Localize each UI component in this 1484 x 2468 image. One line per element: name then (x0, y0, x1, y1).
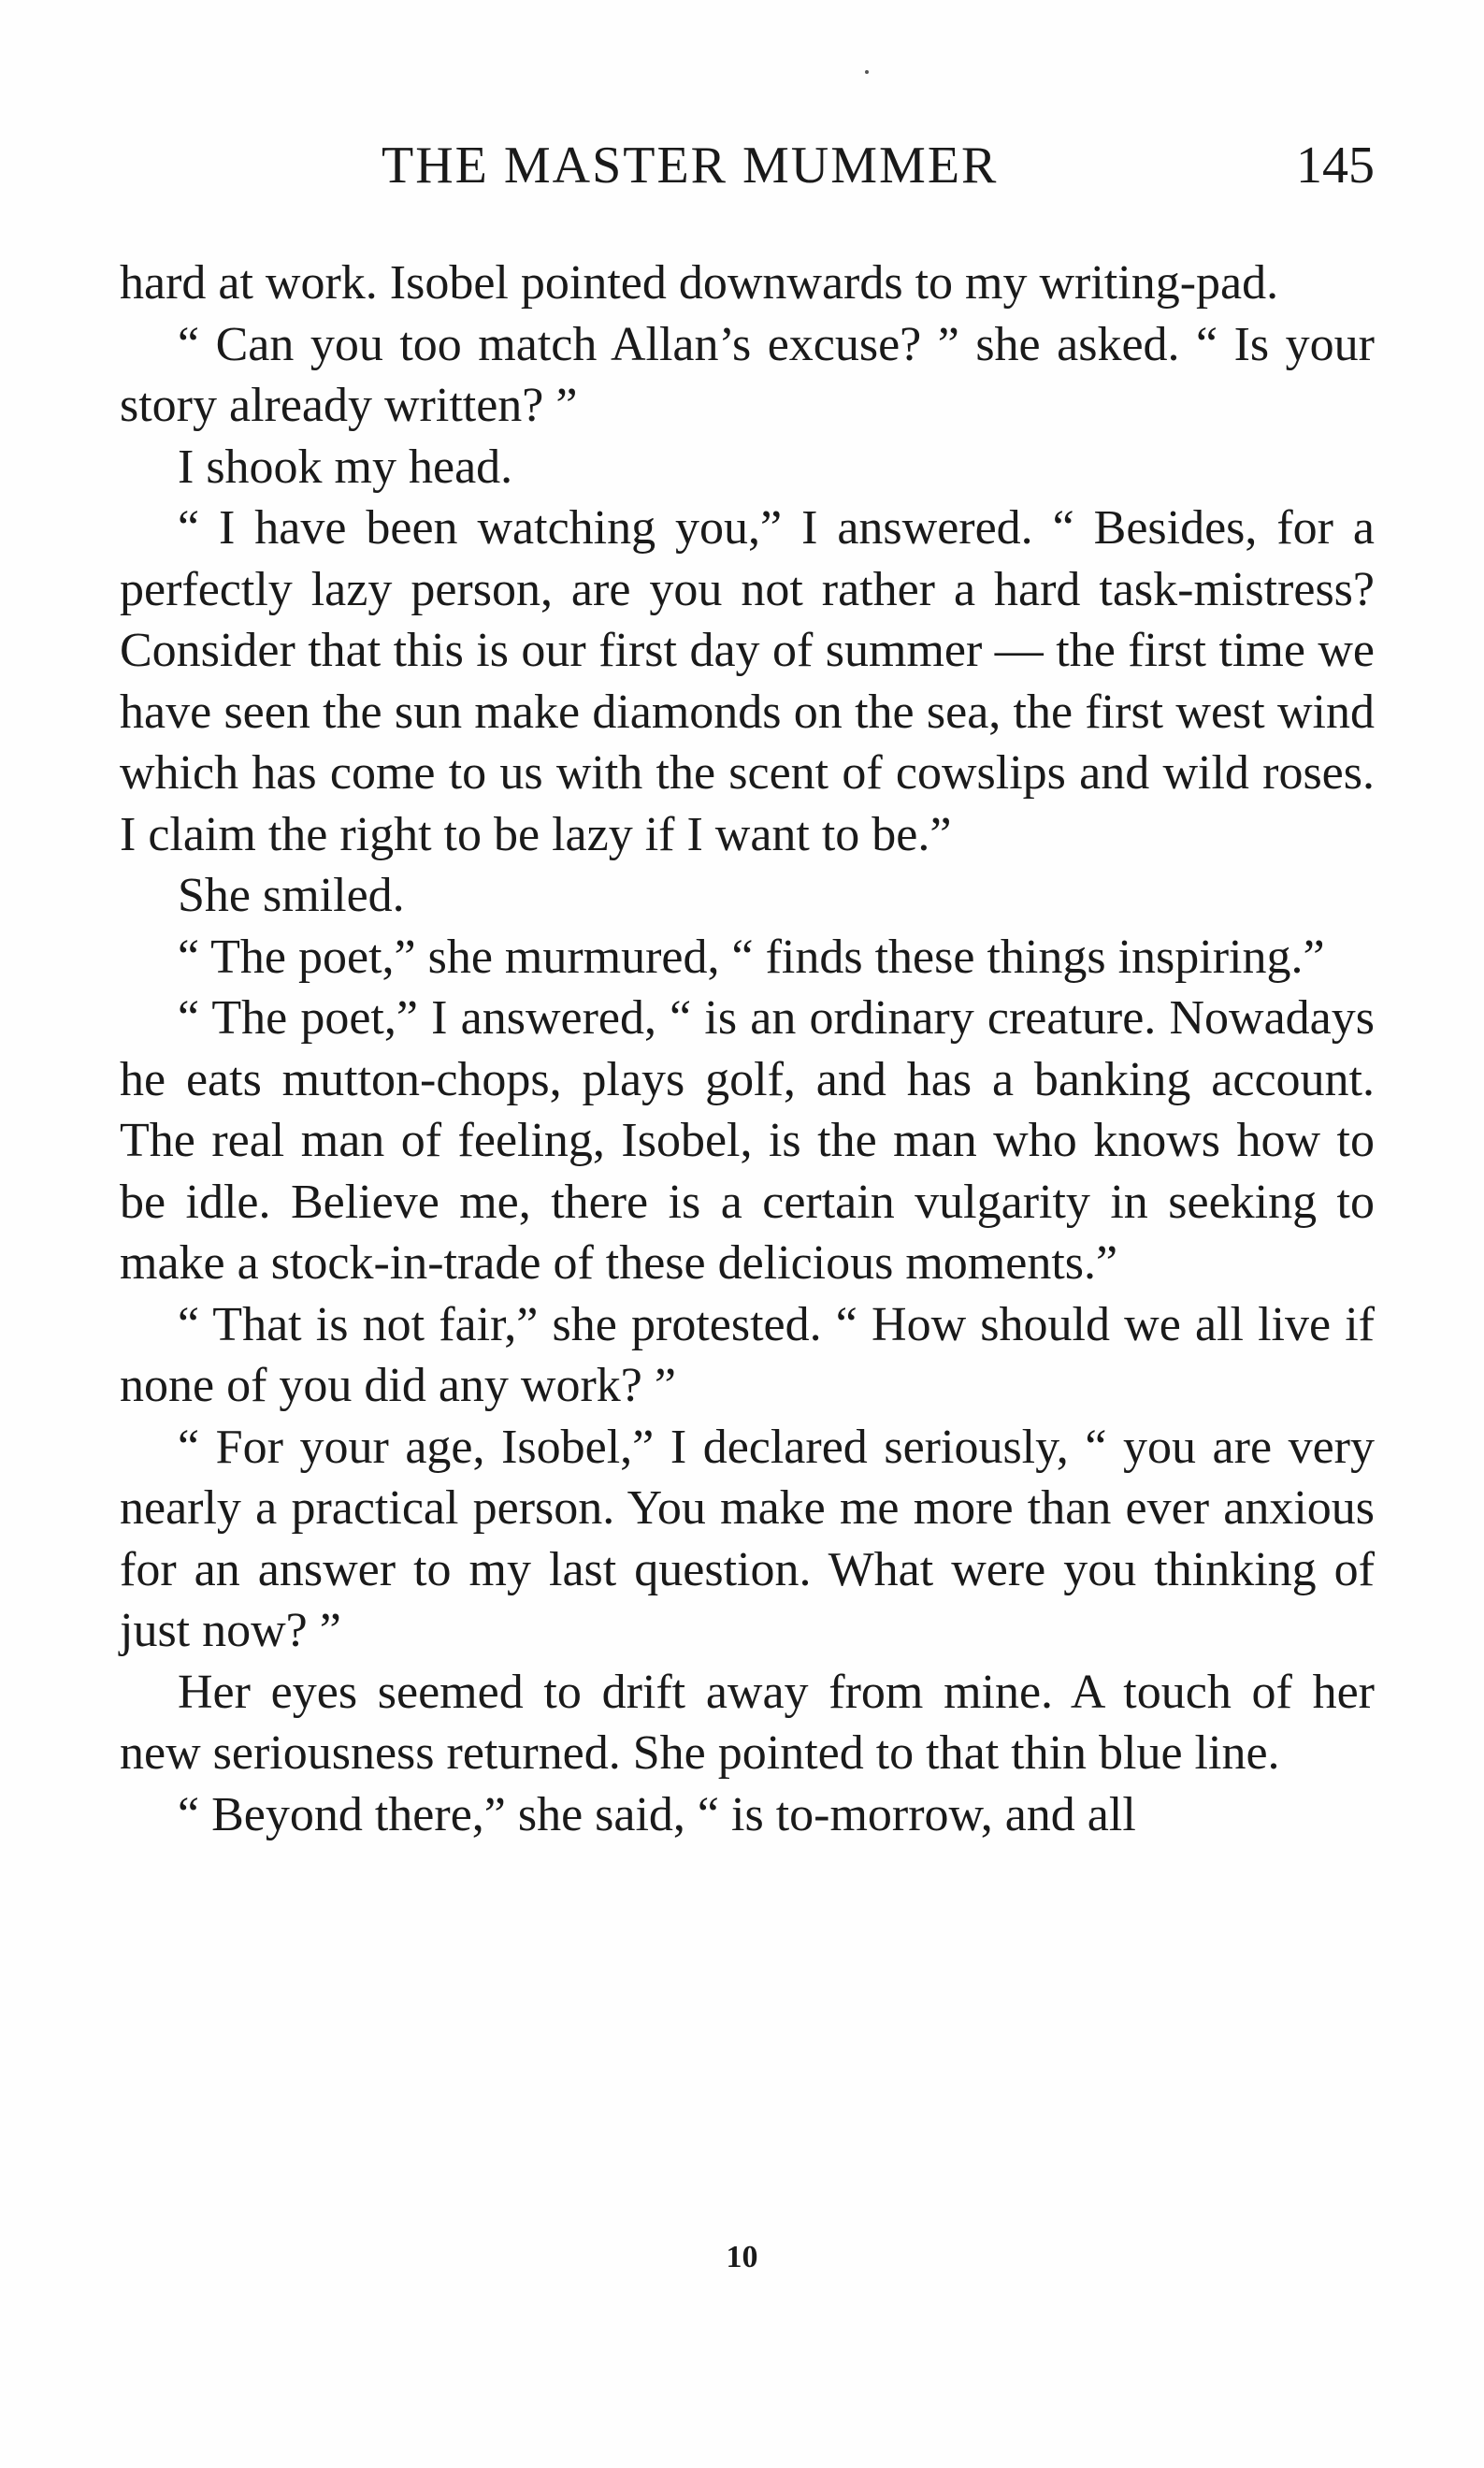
paragraph: “ Can you too match Allan’s excuse? ” she asked. “ Is your story already written? ” (120, 317, 1375, 432)
paragraph: Her eyes seemed to drift away from mine. A touch of her new seriousness returned. She pointed to that thin blue line. (120, 1665, 1375, 1780)
paragraph: “ The poet,” she murmured, “ finds these things inspiring.” (178, 930, 1325, 984)
body-text (120, 253, 1375, 1845)
paragraph: hard at work. Isobel pointed downwards to my writing-pad. (120, 256, 1279, 310)
paragraph: “ I have been watching you,” I answered. “ Besides, for a perfectly lazy person, are you not rather a hard task-mistress? Consider that this is our first day of summer — the first time we have seen the sun make diamonds on the sea, the first west wind which has come to us with the scent of cowslips and wild roses. I claim the right to be lazy if I want to be.” (120, 501, 1375, 861)
page-number: 145 (1296, 137, 1375, 195)
running-head (120, 136, 1375, 210)
paragraph: “ Beyond there,” she said, “ is to-morrow, and all (178, 1787, 1136, 1841)
paragraph: I shook my head. (178, 440, 513, 494)
running-title: THE MASTER MUMMER (382, 137, 999, 195)
paragraph: “ That is not fair,” she protested. “ How should we all live if none of you did any work? ” (120, 1297, 1375, 1412)
paragraph: “ For your age, Isobel,” I declared seriously, “ you are very nearly a practical person. You make me more than ever anxious for an answer to my last question. What were you thinking of just now? ” (120, 1420, 1375, 1657)
paragraph: She smiled. (178, 869, 405, 922)
paragraph: “ The poet,” I answered, “ is an ordinary creature. Nowadays he eats mutton-chops, plays golf, and has a banking account. The real man of feeling, Isobel, is the man who knows how to be idle. Believe me, there is a certain vulgarity in seeking to make a stock-in-trade of these delicious moments.” (120, 991, 1375, 1290)
page-speck (865, 70, 869, 74)
signature-mark: 10 (726, 2240, 758, 2274)
